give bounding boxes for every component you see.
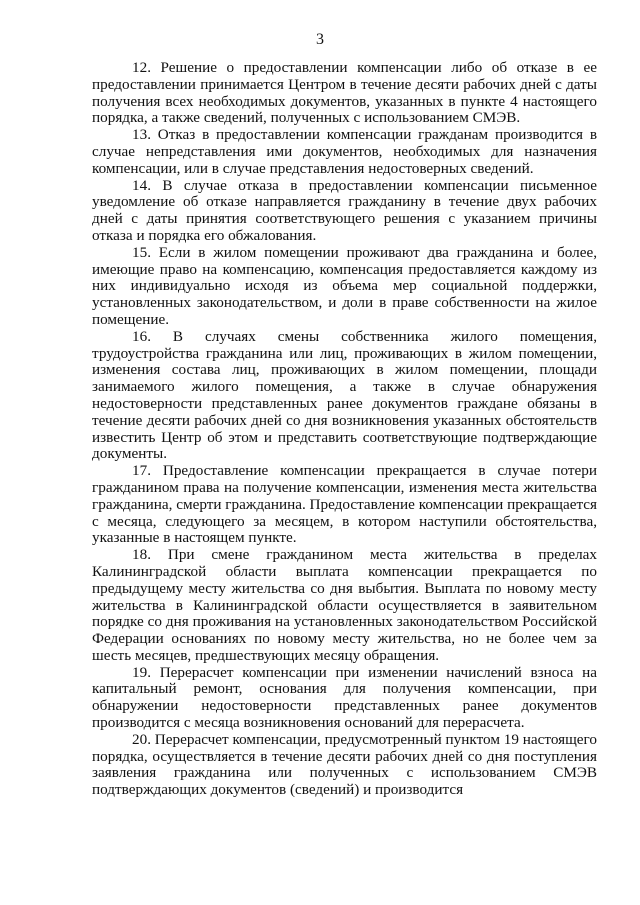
paragraph-14: 14. В случае отказа в предоставлении компенсации письменное уведомление об отказе направляется гражданину в течение двух рабочих дней с даты принятия соответствующего решения с указанием причины отказа и порядка его обжалования.: [92, 176, 597, 244]
paragraph-18: 18. При смене гражданином места жительства в пределах Калининградской области выплата компенсации прекращается по предыдущему месту жительства со дня выбытия. Выплата по новому месту жительства в Калининградской области осуществляется в заявительном порядке со дня проживания на установленных законодательством Российской Федерации основаниях по новому месту жительства, но не более чем за шесть месяцев, предшествующих месяцу обращения.: [92, 546, 597, 664]
paragraph-20: 20. Перерасчет компенсации, предусмотренный пунктом 19 настоящего порядка, осуществляется в течение десяти рабочих дней со дня поступления заявления гражданина или полученных с использованием СМЭВ подтверждающих документов (сведений) и производится: [92, 730, 597, 799]
document-body: [92, 60, 597, 799]
paragraph-16: 16. В случаях смены собственника жилого помещения, трудоустройства гражданина или лиц, проживающих в жилом помещении, изменения состава лиц, проживающих в жилом помещении, площади занимаемого жилого помещения, а также в случае обнаружения недостоверности представленных ранее документов граждане обязаны в течение десяти рабочих дней со дня возникновения указанных обстоятельств известить Центр об этом и представить соответствующие подтверждающие документы.: [92, 327, 597, 463]
page-number: 3: [316, 31, 324, 48]
paragraph-17: 17. Предоставление компенсации прекращается в случае потери гражданином права на получение компенсации, изменения места жительства гражданина, смерти гражданина. Предоставление компенсации прекращается с месяца, следующего за месяцем, в котором наступили обстоятельства, указанные в настоящем пункте.: [92, 462, 597, 547]
paragraph-15: 15. Если в жилом помещении проживают два гражданина и более, имеющие право на компенсацию, компенсация предоставляется каждому из них индивидуально исходя из объема мер социальной поддержки, установленных законодательством, и доли в праве собственности на жилое помещение.: [92, 243, 597, 328]
paragraph-19: 19. Перерасчет компенсации при изменении начислений взноса на капитальный ремонт, основания для получения компенсации, при обнаружении недостоверности представленных ранее документов производится с месяца возникновения оснований для перерасчета.: [92, 663, 597, 732]
paragraph-12: 12. Решение о предоставлении компенсации либо об отказе в ее предоставлении принимается Центром в течение десяти рабочих дней с даты получения всех необходимых документов, указанных в пункте 4 настоящего порядка, а также сведений, полученных с использованием СМЭВ.: [92, 59, 597, 127]
paragraph-13: 13. Отказ в предоставлении компенсации гражданам производится в случае непредставления ими документов, необходимых для назначения компенсации, или в случае представления недостоверных сведений.: [92, 126, 597, 177]
